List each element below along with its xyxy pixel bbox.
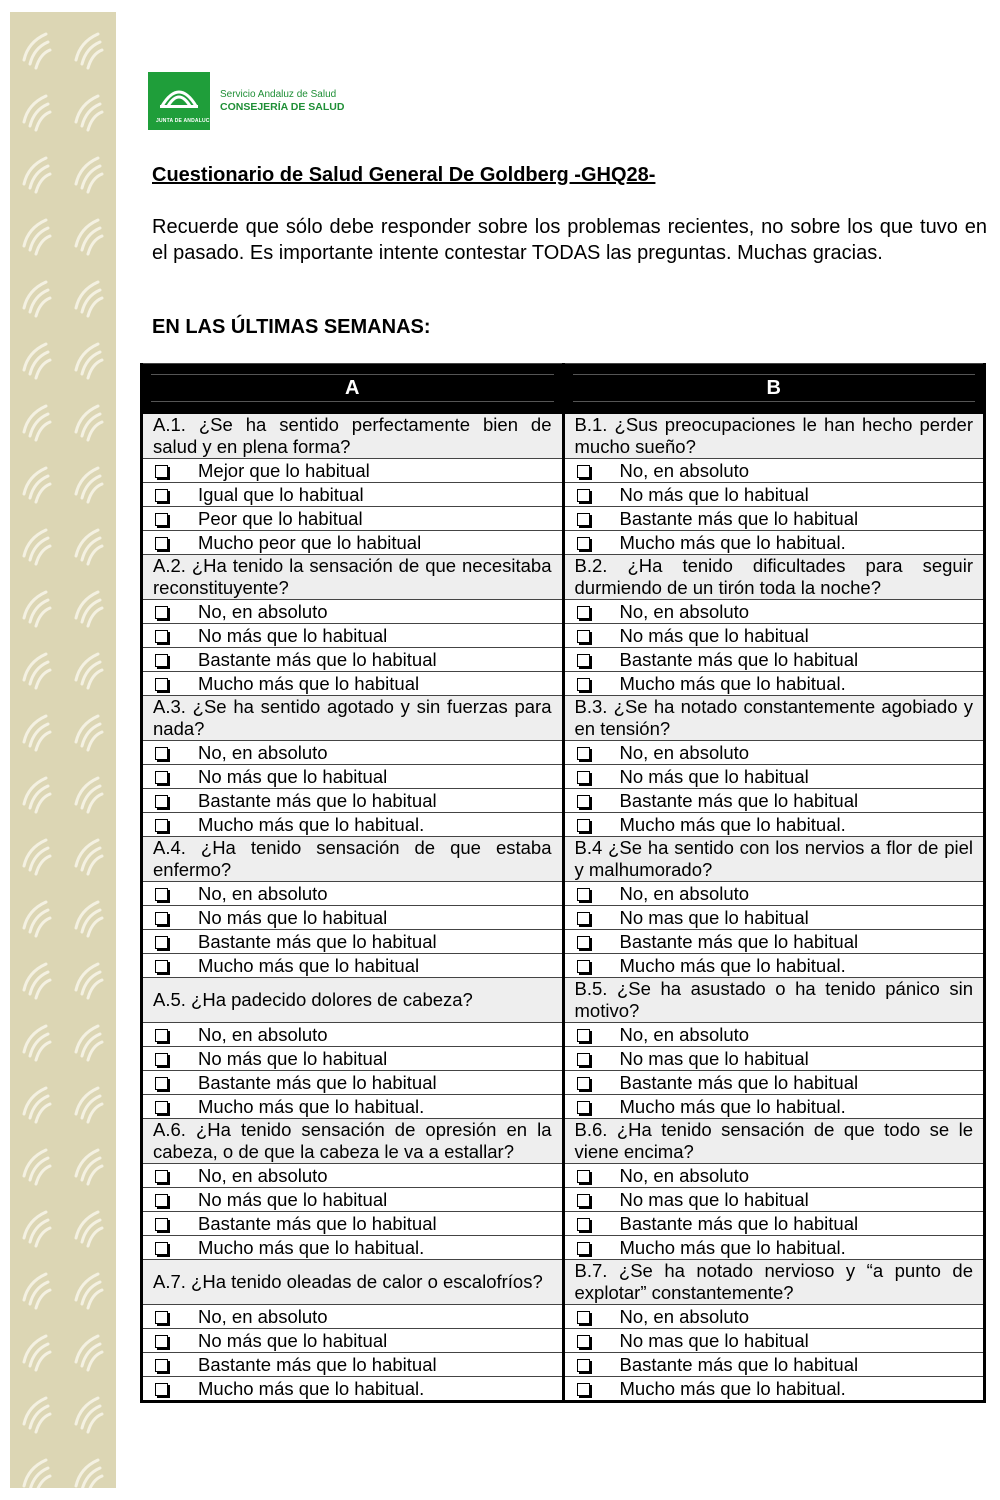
answer-option-a[interactable] — [142, 954, 564, 978]
question-row — [142, 555, 985, 600]
checkbox-icon[interactable] — [577, 1218, 590, 1231]
option-row — [142, 507, 985, 531]
logo-text — [220, 88, 344, 114]
checkbox-icon[interactable] — [577, 1242, 590, 1255]
checkbox-icon[interactable] — [577, 1101, 590, 1114]
question-text: A.2. ¿Ha tenido la sensación de que necesitaba reconstituyente? — [153, 555, 552, 598]
option-label: Bastante más que lo habitual — [619, 1353, 859, 1375]
answer-option-a[interactable] — [142, 930, 564, 954]
checkbox-icon[interactable] — [577, 888, 590, 901]
checkbox-icon[interactable] — [577, 654, 590, 667]
question-row — [142, 1119, 985, 1164]
answer-option-b[interactable] — [563, 1377, 985, 1402]
checkbox-icon[interactable] — [577, 912, 590, 925]
option-label: Bastante más que lo habitual — [198, 930, 437, 952]
option-label: No más que lo habitual — [198, 765, 388, 787]
answer-option-b[interactable] — [563, 483, 985, 507]
option-label: Mucho más que lo habitual. — [619, 954, 846, 976]
answer-option-a[interactable] — [142, 1305, 564, 1329]
option-row — [142, 1164, 985, 1188]
option-label: Mucho más que lo habitual. — [198, 1377, 425, 1399]
answer-option-a[interactable] — [142, 1353, 564, 1377]
option-label: No mas que lo habitual — [619, 1329, 809, 1351]
answer-option-b[interactable] — [563, 741, 985, 765]
option-label: No, en absoluto — [619, 882, 750, 904]
option-label: No mas que lo habitual — [619, 1188, 809, 1210]
option-label: No, en absoluto — [619, 600, 750, 622]
checkbox-icon[interactable] — [155, 513, 168, 526]
answer-option-b[interactable] — [563, 954, 985, 978]
option-label: Bastante más que lo habitual — [619, 789, 859, 811]
option-row — [142, 531, 985, 555]
column-header-a: A — [142, 364, 564, 414]
option-label: Mejor que lo habitual — [198, 459, 370, 481]
answer-option-b[interactable] — [563, 906, 985, 930]
option-label: Bastante más que lo habitual — [198, 1071, 437, 1093]
answer-option-b[interactable] — [563, 648, 985, 672]
option-row — [142, 1305, 985, 1329]
answer-option-a[interactable] — [142, 1329, 564, 1353]
question-cell-a — [142, 555, 564, 600]
checkbox-icon[interactable] — [577, 513, 590, 526]
option-label: Bastante más que lo habitual — [619, 648, 859, 670]
option-label: Mucho más que lo habitual. — [619, 813, 846, 835]
option-label: No más que lo habitual — [619, 765, 809, 787]
option-label: Mucho más que lo habitual. — [619, 1236, 846, 1258]
question-cell-b — [563, 1260, 985, 1305]
checkbox-icon[interactable] — [155, 654, 168, 667]
option-label: No más que lo habitual — [198, 1329, 388, 1351]
checkbox-icon[interactable] — [155, 489, 168, 502]
option-label: Peor que lo habitual — [198, 507, 363, 529]
option-row — [142, 1212, 985, 1236]
checkbox-icon[interactable] — [155, 936, 168, 949]
option-label: Mucho más que lo habitual — [198, 954, 420, 976]
option-label: Mucho más que lo habitual. — [198, 813, 425, 835]
question-text: A.5. ¿Ha padecido dolores de cabeza? — [153, 989, 473, 1010]
option-label: Mucho más que lo habitual. — [619, 672, 846, 694]
answer-option-b[interactable] — [563, 1212, 985, 1236]
answer-option-a[interactable] — [142, 1188, 564, 1212]
option-label: Mucho peor que lo habitual — [198, 531, 422, 553]
answer-option-a[interactable] — [142, 765, 564, 789]
question-cell-a — [142, 837, 564, 882]
checkbox-icon[interactable] — [577, 1359, 590, 1372]
question-text: B.6. ¿Ha tenido sensación de que todo se le viene encima? — [574, 1119, 973, 1162]
answer-option-a[interactable] — [142, 600, 564, 624]
answer-option-a[interactable] — [142, 882, 564, 906]
checkbox-icon[interactable] — [577, 678, 590, 691]
answer-option-a[interactable] — [142, 624, 564, 648]
question-row — [142, 978, 985, 1023]
question-cell-a — [142, 978, 564, 1023]
answer-option-a[interactable] — [142, 1236, 564, 1260]
checkbox-icon[interactable] — [577, 1383, 590, 1396]
question-cell-a — [142, 1260, 564, 1305]
option-label: Bastante más que lo habitual — [619, 1071, 859, 1093]
option-label: Mucho más que lo habitual. — [198, 1236, 425, 1258]
option-row — [142, 624, 985, 648]
answer-option-a[interactable] — [142, 531, 564, 555]
question-cell-b — [563, 413, 985, 459]
checkbox-icon[interactable] — [155, 537, 168, 550]
question-text: B.5. ¿Se ha asustado o ha tenido pánico sin motivo? — [574, 978, 973, 1021]
checkbox-icon[interactable] — [155, 1053, 168, 1066]
checkbox-icon[interactable] — [577, 630, 590, 643]
option-row — [142, 741, 985, 765]
answer-option-b[interactable] — [563, 765, 985, 789]
answer-option-b[interactable] — [563, 507, 985, 531]
option-label: No, en absoluto — [619, 1305, 750, 1327]
answer-option-b[interactable] — [563, 930, 985, 954]
logo-line-1: Servicio Andaluz de Salud — [220, 89, 337, 100]
option-label: Mucho más que lo habitual — [198, 672, 420, 694]
option-row — [142, 1329, 985, 1353]
option-label: Bastante más que lo habitual — [198, 648, 437, 670]
question-cell-b — [563, 837, 985, 882]
question-cell-b — [563, 696, 985, 741]
question-row — [142, 1260, 985, 1305]
option-row — [142, 1047, 985, 1071]
checkbox-icon[interactable] — [577, 606, 590, 619]
answer-option-b[interactable] — [563, 1329, 985, 1353]
option-row — [142, 954, 985, 978]
question-cell-a — [142, 413, 564, 459]
answer-option-b[interactable] — [563, 1353, 985, 1377]
answer-option-a[interactable] — [142, 1071, 564, 1095]
answer-option-a[interactable] — [142, 906, 564, 930]
table-header-row — [142, 364, 985, 414]
checkbox-icon[interactable] — [577, 771, 590, 784]
option-label: Mucho más que lo habitual. — [619, 1377, 846, 1399]
option-label: No más que lo habitual — [198, 906, 388, 928]
answer-option-a[interactable] — [142, 483, 564, 507]
answer-option-b[interactable] — [563, 624, 985, 648]
question-text: B.2. ¿Ha tenido dificultades para seguir durmiendo de un tirón toda la noche? — [574, 555, 973, 598]
checkbox-icon[interactable] — [155, 795, 168, 808]
column-header-b: B — [563, 364, 985, 414]
question-text: A.7. ¿Ha tenido oleadas de calor o escalofríos? — [153, 1271, 543, 1292]
answer-option-b[interactable] — [563, 531, 985, 555]
question-cell-b — [563, 555, 985, 600]
option-row — [142, 600, 985, 624]
option-row — [142, 882, 985, 906]
question-text: A.6. ¿Ha tenido sensación de opresión en la cabeza, o de que la cabeza le va a estallar? — [153, 1119, 552, 1162]
question-cell-b — [563, 978, 985, 1023]
logo-caption: JUNTA DE ANDALUCIA — [156, 118, 215, 124]
answer-option-b[interactable] — [563, 672, 985, 696]
option-row — [142, 1353, 985, 1377]
answer-option-b[interactable] — [563, 1188, 985, 1212]
answer-option-b[interactable] — [563, 1071, 985, 1095]
answer-option-a[interactable] — [142, 672, 564, 696]
junta-andalucia-logo — [148, 72, 344, 130]
checkbox-icon[interactable] — [577, 1029, 590, 1042]
option-row — [142, 459, 985, 483]
question-cell-b — [563, 1119, 985, 1164]
checkbox-icon[interactable] — [155, 747, 168, 760]
section-subtitle: EN LAS ÚLTIMAS SEMANAS: — [152, 316, 431, 338]
option-row — [142, 789, 985, 813]
option-label: No, en absoluto — [198, 600, 328, 622]
option-row — [142, 1188, 985, 1212]
answer-option-a[interactable] — [142, 1023, 564, 1047]
logo-emblem — [148, 72, 215, 130]
checkbox-icon[interactable] — [155, 912, 168, 925]
checkbox-icon[interactable] — [577, 1194, 590, 1207]
answer-option-b[interactable] — [563, 1236, 985, 1260]
answer-option-a[interactable] — [142, 1095, 564, 1119]
option-row — [142, 1095, 985, 1119]
checkbox-icon[interactable] — [155, 1242, 168, 1255]
checkbox-icon[interactable] — [155, 465, 168, 478]
intro-paragraph: Recuerde que sólo debe responder sobre los problemas recientes, no sobre los que tuvo en el pasado. Es importante intente contestar TODAS las preguntas. Muchas gracias. — [152, 216, 987, 264]
option-label: No más que lo habitual — [198, 1188, 388, 1210]
checkbox-icon[interactable] — [155, 888, 168, 901]
logo-line-2: CONSEJERÍA DE SALUD — [220, 101, 345, 113]
option-label: No, en absoluto — [198, 1305, 328, 1327]
option-label: No más que lo habitual — [619, 624, 809, 646]
checkbox-icon[interactable] — [577, 1311, 590, 1324]
question-cell-a — [142, 696, 564, 741]
answer-option-a[interactable] — [142, 813, 564, 837]
answer-option-b[interactable] — [563, 813, 985, 837]
question-text: B.4 ¿Se ha sentido con los nervios a flor de piel y malhumorado? — [574, 837, 973, 880]
checkbox-icon[interactable] — [155, 1218, 168, 1231]
checkbox-icon[interactable] — [577, 1170, 590, 1183]
answer-option-a[interactable] — [142, 648, 564, 672]
checkbox-icon[interactable] — [155, 1194, 168, 1207]
option-row — [142, 1023, 985, 1047]
question-row — [142, 696, 985, 741]
checkbox-icon[interactable] — [155, 1383, 168, 1396]
answer-option-b[interactable] — [563, 1305, 985, 1329]
question-text: A.3. ¿Se ha sentido agotado y sin fuerzas para nada? — [153, 696, 552, 739]
question-text: B.1. ¿Sus preocupaciones le han hecho perder mucho sueño? — [574, 414, 973, 457]
answer-option-b[interactable] — [563, 882, 985, 906]
checkbox-icon[interactable] — [155, 630, 168, 643]
checkbox-icon[interactable] — [577, 465, 590, 478]
question-text: A.1. ¿Se ha sentido perfectamente bien de salud y en plena forma? — [153, 414, 552, 457]
option-label: No, en absoluto — [198, 1164, 328, 1186]
answer-option-a[interactable] — [142, 1377, 564, 1402]
answer-option-b[interactable] — [563, 600, 985, 624]
option-label: No, en absoluto — [198, 741, 328, 763]
checkbox-icon[interactable] — [577, 960, 590, 973]
answer-option-b[interactable] — [563, 459, 985, 483]
answer-option-a[interactable] — [142, 1212, 564, 1236]
checkbox-icon[interactable] — [577, 936, 590, 949]
answer-option-b[interactable] — [563, 1164, 985, 1188]
checkbox-icon[interactable] — [577, 1077, 590, 1090]
option-label: Mucho más que lo habitual. — [198, 1095, 425, 1117]
checkbox-icon[interactable] — [155, 606, 168, 619]
answer-option-a[interactable] — [142, 741, 564, 765]
question-text: B.7. ¿Se ha notado nervioso y “a punto de explotar” constantemente? — [574, 1260, 973, 1303]
question-row — [142, 837, 985, 882]
checkbox-icon[interactable] — [155, 1170, 168, 1183]
question-text: B.3. ¿Se ha notado constantemente agobiado y en tensión? — [574, 696, 973, 739]
checkbox-icon[interactable] — [577, 489, 590, 502]
answer-option-b[interactable] — [563, 1095, 985, 1119]
checkbox-icon[interactable] — [577, 537, 590, 550]
option-label: No, en absoluto — [619, 459, 750, 481]
answer-option-b[interactable] — [563, 1023, 985, 1047]
checkbox-icon[interactable] — [577, 747, 590, 760]
checkbox-icon[interactable] — [155, 1101, 168, 1114]
option-label: Bastante más que lo habitual — [619, 507, 859, 529]
option-label: No más que lo habitual — [198, 624, 388, 646]
checkbox-icon[interactable] — [155, 771, 168, 784]
option-row — [142, 672, 985, 696]
option-label: No, en absoluto — [198, 1023, 328, 1045]
answer-option-b[interactable] — [563, 1047, 985, 1071]
answer-option-a[interactable] — [142, 459, 564, 483]
option-label: No, en absoluto — [619, 1023, 750, 1045]
option-label: Bastante más que lo habitual — [198, 789, 437, 811]
checkbox-icon[interactable] — [155, 1311, 168, 1324]
checkbox-icon[interactable] — [155, 1359, 168, 1372]
arc-pattern-icon — [10, 12, 116, 1488]
question-cell-a — [142, 1119, 564, 1164]
option-label: No mas que lo habitual — [619, 906, 809, 928]
checkbox-icon[interactable] — [577, 1053, 590, 1066]
option-label: No mas que lo habitual — [619, 1047, 809, 1069]
checkbox-icon[interactable] — [577, 795, 590, 808]
option-row — [142, 1236, 985, 1260]
option-label: Mucho más que lo habitual. — [619, 1095, 846, 1117]
option-row — [142, 483, 985, 507]
answer-option-a[interactable] — [142, 1047, 564, 1071]
checkbox-icon[interactable] — [155, 1029, 168, 1042]
option-row — [142, 930, 985, 954]
option-row — [142, 813, 985, 837]
option-label: No más que lo habitual — [619, 483, 809, 505]
option-row — [142, 1377, 985, 1402]
checkbox-icon[interactable] — [155, 960, 168, 973]
checkbox-icon[interactable] — [155, 1077, 168, 1090]
option-label: Bastante más que lo habitual — [198, 1212, 437, 1234]
arch-emblem-icon — [148, 72, 210, 112]
checkbox-icon[interactable] — [155, 1335, 168, 1348]
option-label: Bastante más que lo habitual — [619, 930, 859, 952]
option-label: Igual que lo habitual — [198, 483, 364, 505]
questionnaire-table — [140, 363, 986, 1403]
option-label: Bastante más que lo habitual — [198, 1353, 437, 1375]
option-row — [142, 648, 985, 672]
option-label: Bastante más que lo habitual — [619, 1212, 859, 1234]
answer-option-a[interactable] — [142, 789, 564, 813]
question-row — [142, 413, 985, 459]
document-title: Cuestionario de Salud General De Goldberg -GHQ28- — [152, 164, 656, 186]
answer-option-a[interactable] — [142, 507, 564, 531]
checkbox-icon[interactable] — [155, 678, 168, 691]
decorative-side-band — [10, 12, 116, 1488]
option-label: No, en absoluto — [619, 741, 750, 763]
option-row — [142, 1071, 985, 1095]
option-label: Mucho más que lo habitual. — [619, 531, 846, 553]
option-label: No, en absoluto — [198, 882, 328, 904]
checkbox-icon[interactable] — [577, 1335, 590, 1348]
option-label: No más que lo habitual — [198, 1047, 388, 1069]
checkbox-icon[interactable] — [155, 819, 168, 832]
option-label: No, en absoluto — [619, 1164, 750, 1186]
option-row — [142, 906, 985, 930]
checkbox-icon[interactable] — [577, 819, 590, 832]
question-text: A.4. ¿Ha tenido sensación de que estaba enfermo? — [153, 837, 552, 880]
answer-option-a[interactable] — [142, 1164, 564, 1188]
option-row — [142, 765, 985, 789]
answer-option-b[interactable] — [563, 789, 985, 813]
